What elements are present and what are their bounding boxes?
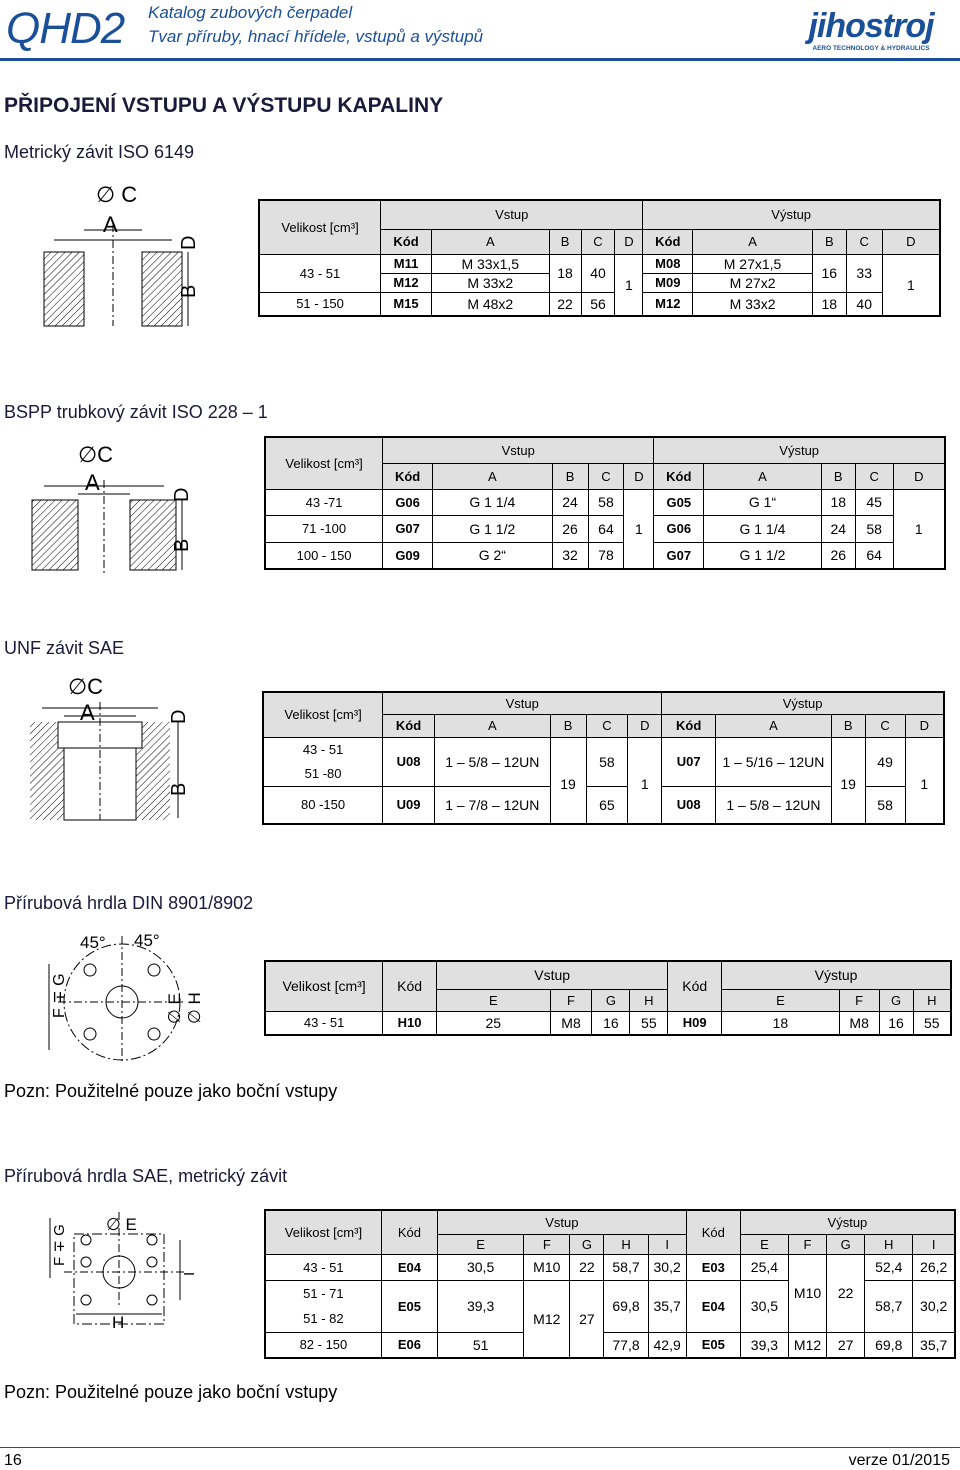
- cell-d: 1: [893, 489, 945, 569]
- cell-code: G09: [383, 542, 433, 569]
- cell-size: 43 - 51: [259, 254, 381, 292]
- catalog-subtitle: Tvar příruby, hnací hřídele, vstupů a výstupů: [148, 27, 484, 46]
- hdr-a: A: [716, 714, 832, 737]
- section-title-din: Přírubová hrdla DIN 8901/8902: [4, 893, 254, 913]
- cell-size: 51 - 82: [265, 1306, 381, 1332]
- cell-g: 27: [827, 1332, 865, 1358]
- cell-code: G05: [654, 489, 704, 515]
- cell-code: M08: [643, 254, 693, 273]
- cell-size: 43 - 51: [263, 737, 383, 761]
- dim-d: D: [178, 235, 200, 250]
- hdr-a: A: [435, 714, 551, 737]
- cell-e: 25,4: [740, 1254, 788, 1280]
- cell-c: 58: [865, 786, 905, 824]
- hdr-size: Velikost [cm³]: [265, 1210, 381, 1254]
- cell-c: 56: [581, 292, 615, 316]
- hdr-i: I: [648, 1234, 686, 1254]
- hdr-e: E: [722, 989, 840, 1011]
- dim-d: D: [171, 487, 193, 502]
- cell-code: E03: [686, 1254, 740, 1280]
- hdr-e: E: [437, 989, 551, 1011]
- hdr-kod: Kód: [383, 961, 437, 1011]
- cell-code: U09: [383, 786, 435, 824]
- cell-code: U08: [662, 786, 716, 824]
- dim-h: H: [112, 1313, 125, 1330]
- hdr-h: H: [865, 1234, 913, 1254]
- hdr-kod: Kód: [383, 463, 433, 489]
- cell-b: 16: [812, 254, 846, 292]
- table-sae: [264, 1209, 956, 1359]
- note-sae: Pozn: Použitelné pouze jako boční vstupy: [4, 1382, 338, 1402]
- dim-fg: F ∓ G: [51, 973, 68, 1018]
- cell-g: 22: [827, 1254, 865, 1332]
- cell-h: 58,7: [604, 1254, 648, 1280]
- cell-g: 16: [592, 1011, 630, 1035]
- table-metric: [258, 199, 941, 317]
- drawing-metric-port: [38, 180, 213, 328]
- cell-f: M8: [839, 1011, 879, 1035]
- hdr-f: F: [524, 1234, 570, 1254]
- cell-c: 64: [588, 515, 624, 542]
- cell-code: G07: [654, 542, 704, 569]
- jihostroj-logo: [790, 3, 952, 53]
- dim-a: A: [103, 212, 118, 237]
- cell-a: 1 – 7/8 – 12UN: [435, 786, 551, 824]
- cell-b: 32: [552, 542, 588, 569]
- cell-code: U07: [662, 737, 716, 786]
- hdr-kod: Kód: [381, 229, 432, 254]
- hdr-vystup: Výstup: [722, 961, 951, 989]
- cell-e: 39,3: [740, 1332, 788, 1358]
- hdr-vstup: Vstup: [383, 692, 662, 714]
- hdr-c: C: [586, 714, 628, 737]
- section-title-sae: Přírubová hrdla SAE, metrický závit: [4, 1166, 288, 1186]
- cell-d: 1: [905, 737, 944, 824]
- cell-d: 1: [882, 254, 940, 316]
- cell-size: 43 - 51: [265, 1011, 383, 1035]
- hdr-b: B: [831, 714, 865, 737]
- cell-f: M10: [524, 1254, 570, 1280]
- dim-b: B: [178, 284, 200, 298]
- hdr-kod: Kód: [643, 229, 693, 254]
- hdr-b: B: [549, 229, 581, 254]
- cell-h: 55: [913, 1011, 951, 1035]
- table-bspp: [264, 436, 946, 570]
- dim-b: B: [171, 538, 193, 552]
- cell-f: M10: [788, 1254, 826, 1332]
- cell-c: 45: [855, 489, 893, 515]
- cell-size: 51 - 71: [265, 1280, 381, 1306]
- cell-h: 69,8: [865, 1332, 913, 1358]
- cell-f: M12: [524, 1280, 570, 1358]
- hdr-size: Velikost [cm³]: [263, 692, 383, 737]
- logo-text: jihostroj: [808, 7, 934, 45]
- cell-b: 19: [831, 737, 865, 824]
- cell-e: 30,5: [740, 1280, 788, 1332]
- hdr-vystup: Výstup: [643, 200, 940, 229]
- cell-a: G 1 1/2: [433, 515, 553, 542]
- dim-e: ∅ E: [165, 993, 184, 1024]
- hdr-vstup: Vstup: [383, 437, 654, 463]
- hdr-d: D: [628, 714, 662, 737]
- cell-c: 58: [588, 489, 624, 515]
- cell-code: M12: [643, 292, 693, 316]
- hdr-vystup: Výstup: [740, 1210, 955, 1234]
- cell-b: 26: [821, 542, 855, 569]
- hdr-b: B: [812, 229, 846, 254]
- dim-b: B: [168, 782, 190, 796]
- page-header: [0, 0, 960, 58]
- cell-i: 30,2: [648, 1254, 686, 1280]
- cell-a: G 2“: [433, 542, 553, 569]
- hdr-vstup: Vstup: [437, 961, 668, 989]
- cell-d: 1: [628, 737, 662, 824]
- hdr-d: D: [893, 463, 945, 489]
- cell-code: G06: [654, 515, 704, 542]
- cell-i: 42,9: [648, 1332, 686, 1358]
- hdr-b: B: [821, 463, 855, 489]
- dim-e: ∅ E: [106, 1215, 137, 1234]
- cell-code: U08: [383, 737, 435, 786]
- footer-rule: [0, 1447, 960, 1448]
- cell-a: 1 – 5/16 – 12UN: [716, 737, 832, 786]
- note-din: Pozn: Použitelné pouze jako boční vstupy: [4, 1081, 338, 1101]
- cell-h: 52,4: [865, 1254, 913, 1280]
- dim-c: ∅C: [68, 674, 104, 699]
- hdr-vstup: Vstup: [381, 200, 643, 229]
- cell-f: M12: [788, 1332, 826, 1358]
- dim-i: I: [181, 1271, 198, 1276]
- hdr-kod: Kód: [668, 961, 722, 1011]
- hdr-i: I: [913, 1234, 955, 1254]
- hdr-kod: Kód: [686, 1210, 740, 1254]
- cell-a: G 1 1/2: [704, 542, 822, 569]
- cell-size: 80 -150: [263, 786, 383, 824]
- catalog-title: Katalog zubových čerpadel: [148, 3, 353, 22]
- hdr-size: Velikost [cm³]: [265, 437, 383, 489]
- hdr-d: D: [624, 463, 654, 489]
- hdr-d: D: [615, 229, 643, 254]
- hdr-c: C: [581, 229, 615, 254]
- hdr-kod: Kód: [381, 1210, 437, 1254]
- cell-code: H10: [383, 1011, 437, 1035]
- cell-size: 71 -100: [265, 515, 383, 542]
- header-rule: [0, 58, 960, 61]
- cell-e: 25: [437, 1011, 551, 1035]
- hdr-vystup: Výstup: [662, 692, 944, 714]
- hdr-vstup: Vstup: [437, 1210, 686, 1234]
- hdr-c: C: [865, 714, 905, 737]
- cell-b: 22: [549, 292, 581, 316]
- dim-c: ∅ C: [96, 182, 138, 207]
- cell-size: 82 - 150: [265, 1332, 381, 1358]
- cell-a: 1 – 5/8 – 12UN: [716, 786, 832, 824]
- hdr-vystup: Výstup: [654, 437, 945, 463]
- cell-a: 1 – 5/8 – 12UN: [435, 737, 551, 786]
- cell-a: M 33x2: [431, 273, 549, 292]
- cell-a: M 33x2: [693, 292, 813, 316]
- hdr-b: B: [550, 714, 586, 737]
- section-title-unf: UNF závit SAE: [4, 638, 125, 658]
- cell-b: 24: [821, 515, 855, 542]
- cell-c: 58: [855, 515, 893, 542]
- cell-b: 18: [821, 489, 855, 515]
- hdr-g: G: [827, 1234, 865, 1254]
- hdr-a: A: [433, 463, 553, 489]
- section-title-bspp: BSPP trubkový závit ISO 228 – 1: [4, 402, 268, 422]
- dim-a: A: [80, 700, 95, 725]
- dim-fg: F ∓ G: [51, 1224, 68, 1266]
- hdr-size: Velikost [cm³]: [259, 200, 381, 254]
- cell-c: 78: [588, 542, 624, 569]
- cell-size: 43 -71: [265, 489, 383, 515]
- cell-b: 18: [812, 292, 846, 316]
- hdr-c: C: [588, 463, 624, 489]
- hdr-b: B: [552, 463, 588, 489]
- hdr-a: A: [704, 463, 822, 489]
- cell-g: 22: [570, 1254, 604, 1280]
- hdr-kod: Kód: [662, 714, 716, 737]
- hdr-kod: Kód: [654, 463, 704, 489]
- dim-h: ∅ H: [185, 992, 204, 1024]
- version-label: verze 01/2015: [848, 1452, 950, 1469]
- cell-g: 16: [879, 1011, 913, 1035]
- dim-a: A: [85, 470, 100, 495]
- drawing-bspp-port: [30, 440, 205, 578]
- cell-code: M11: [381, 254, 432, 273]
- section-title-metric: Metrický závit ISO 6149: [4, 142, 195, 162]
- cell-h: 58,7: [865, 1280, 913, 1332]
- cell-g: 27: [570, 1280, 604, 1358]
- cell-b: 24: [552, 489, 588, 515]
- drawing-unf-port: [28, 672, 208, 822]
- cell-code: M15: [381, 292, 432, 316]
- hdr-g: G: [879, 989, 913, 1011]
- hdr-d: D: [905, 714, 944, 737]
- drawing-din-flange: [44, 926, 219, 1066]
- cell-c: 49: [865, 737, 905, 786]
- cell-size: 51 -80: [263, 761, 383, 786]
- drawing-sae-flange: [44, 1210, 214, 1330]
- page-title: PŘIPOJENÍ VSTUPU A VÝSTUPU KAPALINY: [4, 94, 444, 117]
- cell-a: M 48x2: [431, 292, 549, 316]
- hdr-f: F: [550, 989, 592, 1011]
- hdr-d: D: [882, 229, 940, 254]
- cell-d: 1: [615, 254, 643, 316]
- cell-code: M12: [381, 273, 432, 292]
- cell-e: 51: [437, 1332, 523, 1358]
- hdr-f: F: [839, 989, 879, 1011]
- logo-subtitle: AERO TECHNOLOGY & HYDRAULICS: [812, 45, 930, 52]
- hdr-h: H: [630, 989, 668, 1011]
- cell-i: 30,2: [913, 1280, 955, 1332]
- cell-d: 1: [624, 489, 654, 569]
- hdr-kod: Kód: [383, 714, 435, 737]
- cell-c: 33: [846, 254, 882, 292]
- cell-code: E05: [686, 1332, 740, 1358]
- cell-b: 19: [550, 737, 586, 824]
- cell-size: 51 - 150: [259, 292, 381, 316]
- table-unf: [262, 691, 945, 825]
- cell-code: M09: [643, 273, 693, 292]
- dim-c: ∅C: [78, 442, 114, 467]
- cell-e: 30,5: [437, 1254, 523, 1280]
- angle-left: 45°: [80, 933, 106, 952]
- cell-e: 18: [722, 1011, 840, 1035]
- cell-b: 18: [549, 254, 581, 292]
- cell-a: M 27x1,5: [693, 254, 813, 273]
- cell-b: 26: [552, 515, 588, 542]
- cell-c: 40: [581, 254, 615, 292]
- cell-h: 77,8: [604, 1332, 648, 1358]
- cell-code: E04: [686, 1280, 740, 1332]
- cell-a: M 27x2: [693, 273, 813, 292]
- hdr-size: Velikost [cm³]: [265, 961, 383, 1011]
- hdr-g: G: [570, 1234, 604, 1254]
- cell-a: G 1 1/4: [433, 489, 553, 515]
- cell-code: E04: [381, 1254, 437, 1280]
- hdr-h: H: [913, 989, 951, 1011]
- hdr-c: C: [846, 229, 882, 254]
- cell-h: 55: [630, 1011, 668, 1035]
- cell-code: G06: [383, 489, 433, 515]
- cell-c: 40: [846, 292, 882, 316]
- cell-f: M8: [550, 1011, 592, 1035]
- cell-a: G 1“: [704, 489, 822, 515]
- product-code: QHD2: [6, 4, 125, 53]
- hdr-a: A: [431, 229, 549, 254]
- cell-code: G07: [383, 515, 433, 542]
- page-number: 16: [4, 1452, 22, 1469]
- hdr-c: C: [855, 463, 893, 489]
- cell-size: 100 - 150: [265, 542, 383, 569]
- table-din: [264, 960, 952, 1036]
- cell-a: M 33x1,5: [431, 254, 549, 273]
- cell-code: H09: [668, 1011, 722, 1035]
- cell-i: 26,2: [913, 1254, 955, 1280]
- dim-d: D: [168, 709, 190, 724]
- cell-i: 35,7: [648, 1280, 686, 1332]
- hdr-f: F: [788, 1234, 826, 1254]
- hdr-h: H: [604, 1234, 648, 1254]
- cell-e: 39,3: [437, 1280, 523, 1332]
- cell-i: 35,7: [913, 1332, 955, 1358]
- cell-c: 58: [586, 737, 628, 786]
- hdr-e: E: [437, 1234, 523, 1254]
- cell-code: E05: [381, 1280, 437, 1332]
- cell-c: 65: [586, 786, 628, 824]
- hdr-g: G: [592, 989, 630, 1011]
- hdr-a: A: [693, 229, 813, 254]
- cell-c: 64: [855, 542, 893, 569]
- cell-h: 69,8: [604, 1280, 648, 1332]
- hdr-e: E: [740, 1234, 788, 1254]
- cell-code: E06: [381, 1332, 437, 1358]
- angle-right: 45°: [134, 931, 160, 950]
- cell-size: 43 - 51: [265, 1254, 381, 1280]
- cell-a: G 1 1/4: [704, 515, 822, 542]
